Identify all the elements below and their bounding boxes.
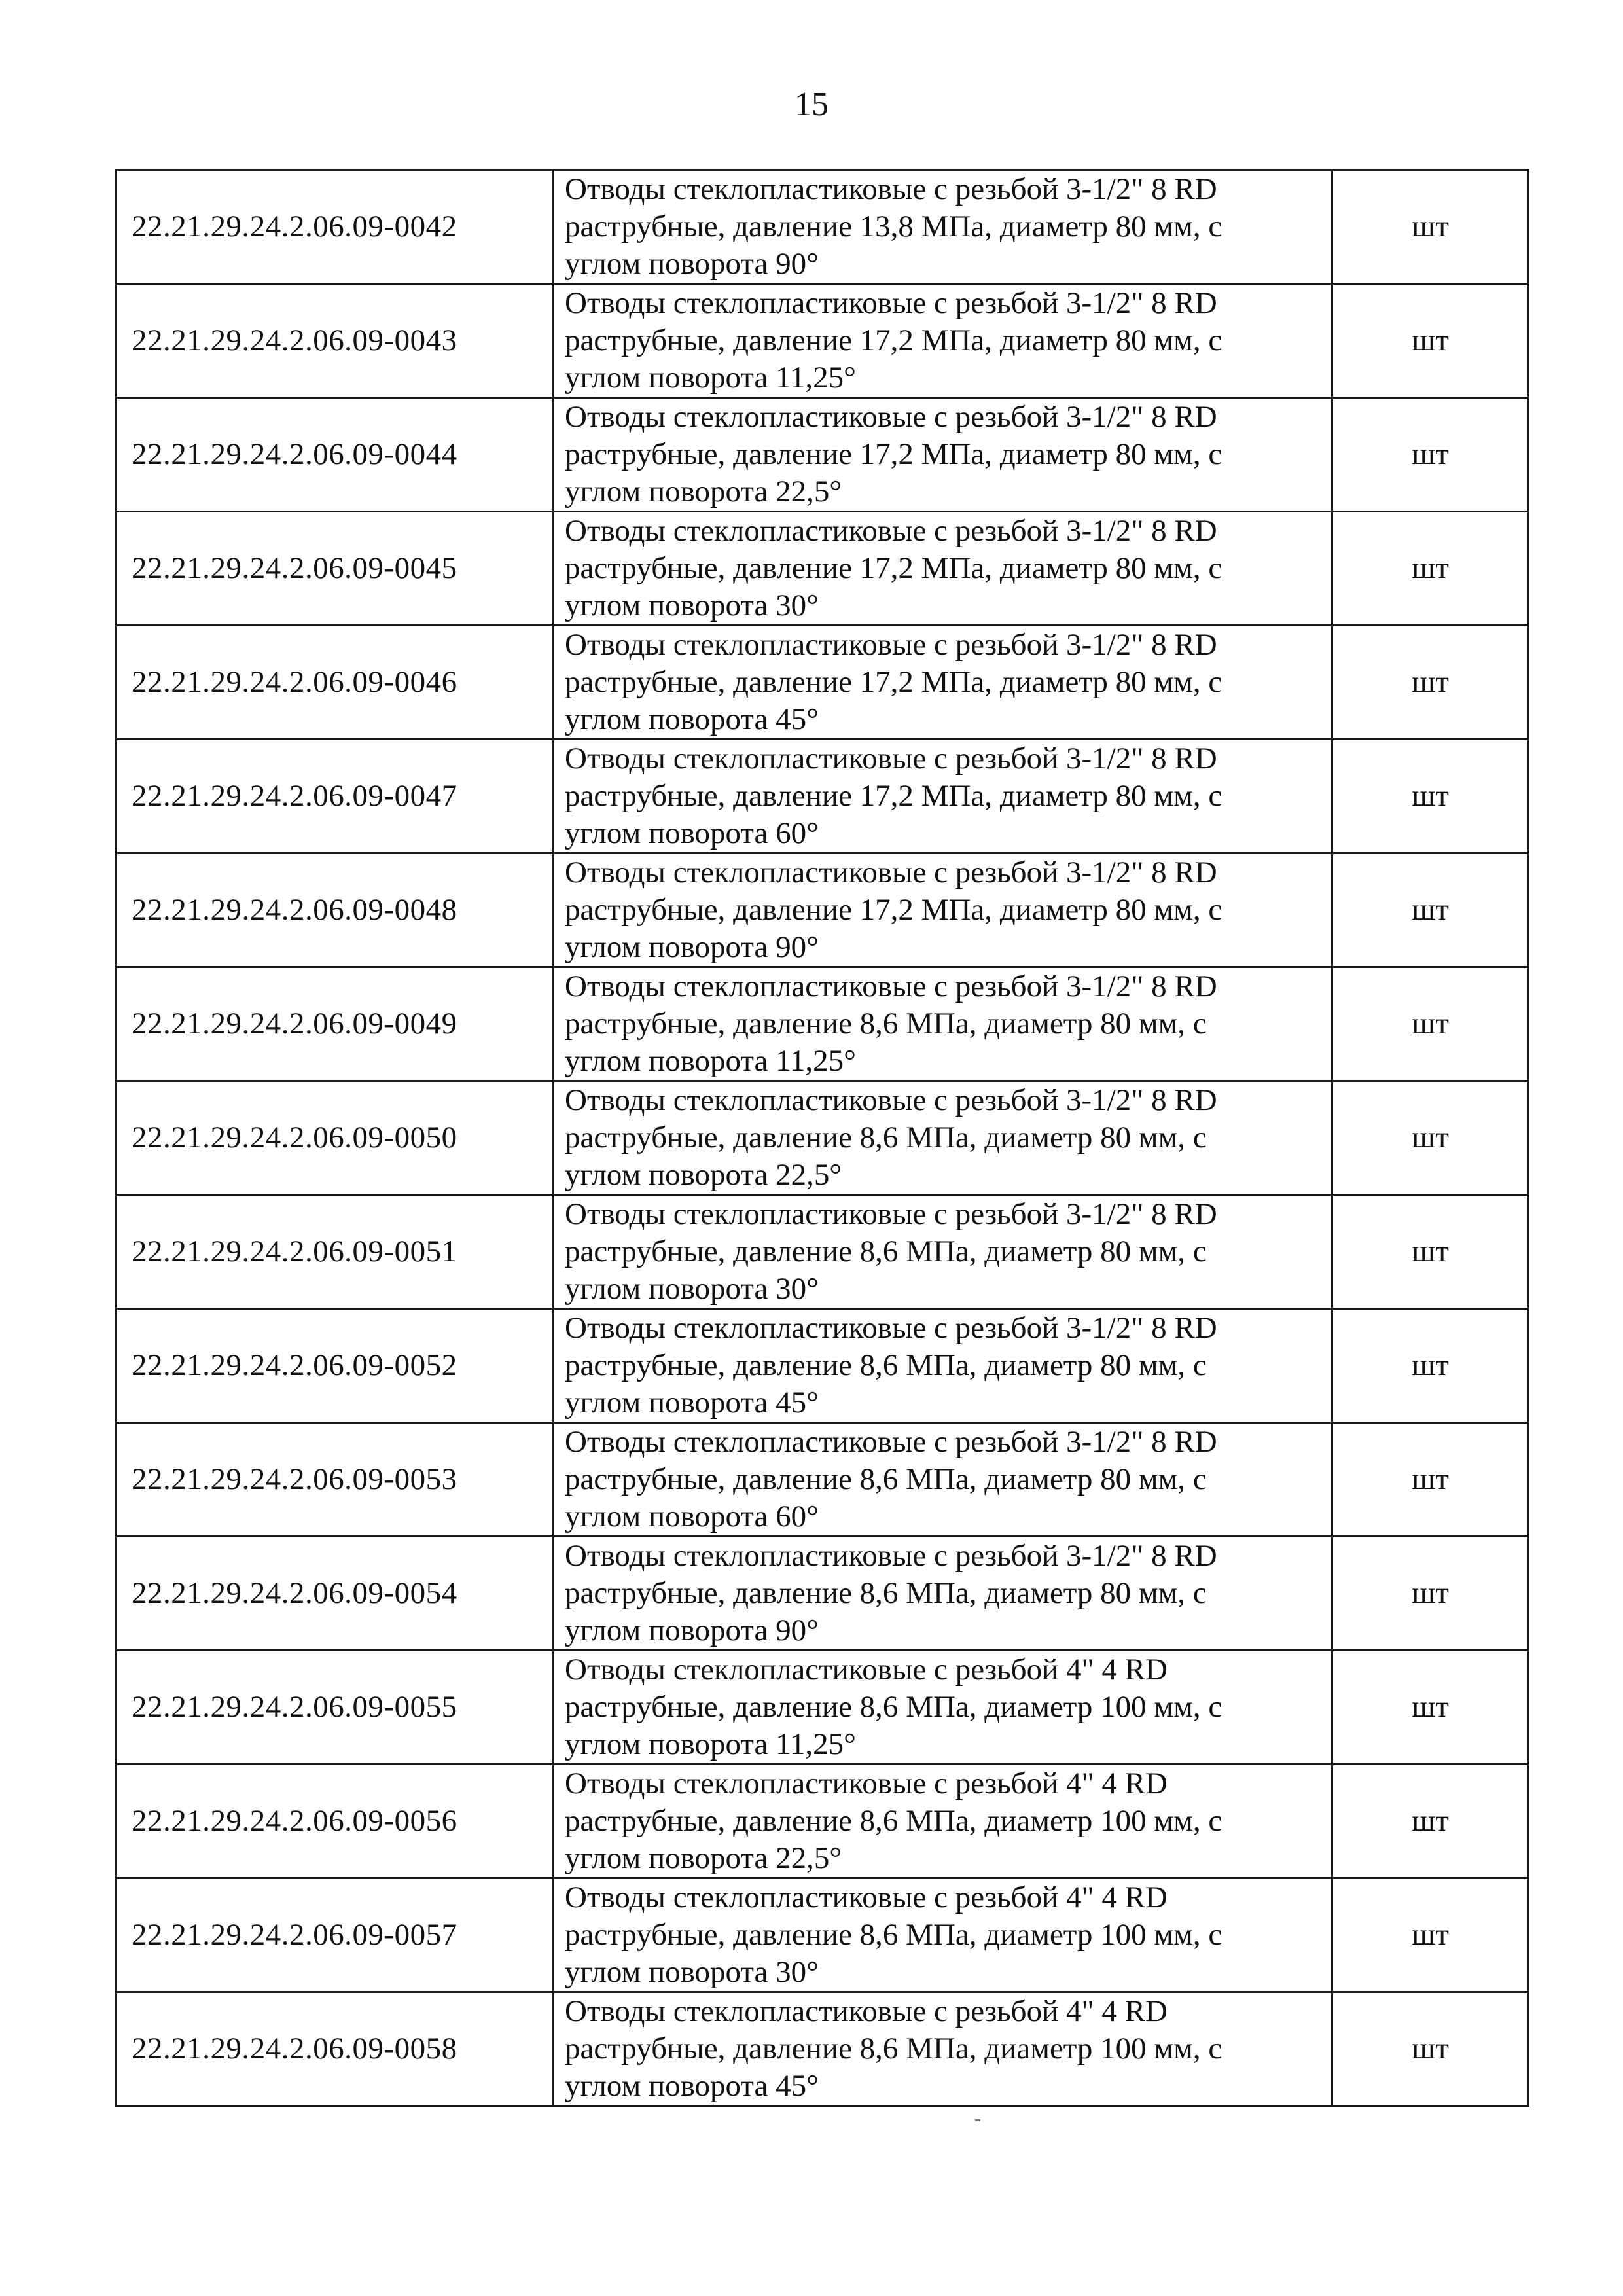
unit-of-measure: шт bbox=[1332, 1423, 1529, 1537]
unit-of-measure: шт bbox=[1332, 1765, 1529, 1878]
description-line: углом поворота 45° bbox=[565, 1386, 819, 1420]
resource-description bbox=[554, 1878, 1332, 1992]
resource-description bbox=[554, 853, 1332, 967]
unit-of-measure: шт bbox=[1332, 967, 1529, 1081]
description-line: раструбные, давление 8,6 МПа, диаметр 100 мм, с bbox=[565, 1690, 1222, 1724]
resource-code: 22.21.29.24.2.06.09-0048 bbox=[116, 853, 554, 967]
description-line: раструбные, давление 17,2 МПа, диаметр 80 мм, с bbox=[565, 665, 1222, 699]
description-line: углом поворота 22,5° bbox=[565, 475, 842, 509]
description-line: Отводы стеклопластиковые с резьбой 3-1/2" 8 RD bbox=[565, 855, 1217, 889]
description-line: углом поворота 90° bbox=[565, 247, 819, 281]
description-line: раструбные, давление 8,6 МПа, диаметр 100 мм, с bbox=[565, 1918, 1222, 1952]
resource-code: 22.21.29.24.2.06.09-0049 bbox=[116, 967, 554, 1081]
description-line: Отводы стеклопластиковые с резьбой 3-1/2" 8 RD bbox=[565, 969, 1217, 1003]
resource-description bbox=[554, 1765, 1332, 1878]
description-line: Отводы стеклопластиковые с резьбой 4" 4 RD bbox=[565, 1767, 1168, 1801]
description-line: раструбные, давление 17,2 МПа, диаметр 80 мм, с bbox=[565, 551, 1222, 585]
description-line: углом поворота 30° bbox=[565, 588, 819, 622]
description-line: раструбные, давление 8,6 МПа, диаметр 80 мм, с bbox=[565, 1348, 1207, 1382]
description-line: углом поворота 22,5° bbox=[565, 1841, 842, 1875]
description-line: раструбные, давление 8,6 МПа, диаметр 80 мм, с bbox=[565, 1576, 1207, 1610]
table-row bbox=[116, 398, 1529, 512]
resource-code: 22.21.29.24.2.06.09-0047 bbox=[116, 740, 554, 853]
description-line: углом поворота 45° bbox=[565, 702, 819, 736]
description-line: Отводы стеклопластиковые с резьбой 3-1/2" 8 RD bbox=[565, 514, 1217, 548]
resource-description bbox=[554, 1537, 1332, 1651]
unit-of-measure: шт bbox=[1332, 626, 1529, 740]
unit-of-measure: шт bbox=[1332, 1878, 1529, 1992]
description-line: Отводы стеклопластиковые с резьбой 4" 4 RD bbox=[565, 1994, 1168, 2028]
unit-of-measure: шт bbox=[1332, 398, 1529, 512]
resource-description bbox=[554, 1195, 1332, 1309]
description-line: Отводы стеклопластиковые с резьбой 3-1/2" 8 RD bbox=[565, 1083, 1217, 1117]
resource-description bbox=[554, 1651, 1332, 1765]
description-line: раструбные, давление 8,6 МПа, диаметр 100 мм, с bbox=[565, 1804, 1222, 1838]
table-row bbox=[116, 626, 1529, 740]
table-row bbox=[116, 967, 1529, 1081]
description-line: раструбные, давление 13,8 МПа, диаметр 80 мм, с bbox=[565, 209, 1222, 243]
resource-description bbox=[554, 626, 1332, 740]
resource-code: 22.21.29.24.2.06.09-0042 bbox=[116, 170, 554, 284]
description-line: углом поворота 11,25° bbox=[565, 1044, 856, 1078]
description-line: Отводы стеклопластиковые с резьбой 3-1/2" 8 RD bbox=[565, 1311, 1217, 1345]
table-row bbox=[116, 284, 1529, 398]
description-line: углом поворота 45° bbox=[565, 2069, 819, 2103]
table-body bbox=[116, 170, 1529, 2106]
resource-description bbox=[554, 967, 1332, 1081]
description-line: углом поворота 60° bbox=[565, 1499, 819, 1534]
description-line: углом поворота 11,25° bbox=[565, 361, 856, 395]
unit-of-measure: шт bbox=[1332, 1195, 1529, 1309]
unit-of-measure: шт bbox=[1332, 1537, 1529, 1651]
description-line: Отводы стеклопластиковые с резьбой 3-1/2" 8 RD bbox=[565, 172, 1217, 206]
description-line: раструбные, давление 8,6 МПа, диаметр 80 мм, с bbox=[565, 1007, 1207, 1041]
description-line: Отводы стеклопластиковые с резьбой 3-1/2" 8 RD bbox=[565, 1425, 1217, 1459]
description-line: углом поворота 22,5° bbox=[565, 1158, 842, 1192]
description-line: Отводы стеклопластиковые с резьбой 4" 4 RD bbox=[565, 1653, 1168, 1687]
table-row bbox=[116, 170, 1529, 284]
description-line: Отводы стеклопластиковые с резьбой 3-1/2" 8 RD bbox=[565, 628, 1217, 662]
unit-of-measure: шт bbox=[1332, 853, 1529, 967]
description-line: раструбные, давление 8,6 МПа, диаметр 80 мм, с bbox=[565, 1121, 1207, 1155]
description-line: углом поворота 30° bbox=[565, 1955, 819, 1989]
resource-code: 22.21.29.24.2.06.09-0057 bbox=[116, 1878, 554, 1992]
resource-code: 22.21.29.24.2.06.09-0055 bbox=[116, 1651, 554, 1765]
unit-of-measure: шт bbox=[1332, 1992, 1529, 2106]
resource-code: 22.21.29.24.2.06.09-0043 bbox=[116, 284, 554, 398]
resource-code: 22.21.29.24.2.06.09-0050 bbox=[116, 1081, 554, 1195]
resource-description bbox=[554, 1081, 1332, 1195]
resource-code: 22.21.29.24.2.06.09-0051 bbox=[116, 1195, 554, 1309]
resource-description bbox=[554, 512, 1332, 626]
unit-of-measure: шт bbox=[1332, 1309, 1529, 1423]
resource-description bbox=[554, 740, 1332, 853]
table-row bbox=[116, 853, 1529, 967]
description-line: Отводы стеклопластиковые с резьбой 3-1/2" 8 RD bbox=[565, 1197, 1217, 1231]
description-line: Отводы стеклопластиковые с резьбой 3-1/2" 8 RD bbox=[565, 286, 1217, 320]
table-row bbox=[116, 1651, 1529, 1765]
resource-table bbox=[115, 169, 1529, 2107]
description-line: Отводы стеклопластиковые с резьбой 4" 4 RD bbox=[565, 1880, 1168, 1914]
resource-description bbox=[554, 1423, 1332, 1537]
description-line: углом поворота 60° bbox=[565, 816, 819, 850]
resource-code: 22.21.29.24.2.06.09-0053 bbox=[116, 1423, 554, 1537]
table-row bbox=[116, 1765, 1529, 1878]
description-line: раструбные, давление 17,2 МПа, диаметр 80 мм, с bbox=[565, 437, 1222, 471]
resource-code: 22.21.29.24.2.06.09-0058 bbox=[116, 1992, 554, 2106]
table-row bbox=[116, 1195, 1529, 1309]
table-row bbox=[116, 512, 1529, 626]
resource-code: 22.21.29.24.2.06.09-0046 bbox=[116, 626, 554, 740]
description-line: раструбные, давление 8,6 МПа, диаметр 80 мм, с bbox=[565, 1462, 1207, 1496]
resource-description bbox=[554, 398, 1332, 512]
table-row bbox=[116, 1309, 1529, 1423]
resource-code: 22.21.29.24.2.06.09-0056 bbox=[116, 1765, 554, 1878]
table-row bbox=[116, 1423, 1529, 1537]
description-line: раструбные, давление 17,2 МПа, диаметр 80 мм, с bbox=[565, 893, 1222, 927]
resource-code: 22.21.29.24.2.06.09-0054 bbox=[116, 1537, 554, 1651]
scan-speck bbox=[975, 2119, 980, 2121]
unit-of-measure: шт bbox=[1332, 1081, 1529, 1195]
description-line: углом поворота 30° bbox=[565, 1272, 819, 1306]
resource-code: 22.21.29.24.2.06.09-0045 bbox=[116, 512, 554, 626]
table-row bbox=[116, 1878, 1529, 1992]
unit-of-measure: шт bbox=[1332, 512, 1529, 626]
description-line: Отводы стеклопластиковые с резьбой 3-1/2" 8 RD bbox=[565, 742, 1217, 776]
resource-description bbox=[554, 1309, 1332, 1423]
description-line: Отводы стеклопластиковые с резьбой 3-1/2" 8 RD bbox=[565, 1539, 1217, 1573]
table-row bbox=[116, 740, 1529, 853]
description-line: углом поворота 90° bbox=[565, 930, 819, 964]
description-line: раструбные, давление 17,2 МПа, диаметр 80 мм, с bbox=[565, 779, 1222, 813]
table-row bbox=[116, 1992, 1529, 2106]
resource-code: 22.21.29.24.2.06.09-0052 bbox=[116, 1309, 554, 1423]
unit-of-measure: шт bbox=[1332, 1651, 1529, 1765]
unit-of-measure: шт bbox=[1332, 284, 1529, 398]
table-row bbox=[116, 1081, 1529, 1195]
description-line: Отводы стеклопластиковые с резьбой 3-1/2" 8 RD bbox=[565, 400, 1217, 434]
page-number: 15 bbox=[794, 86, 829, 123]
description-line: углом поворота 11,25° bbox=[565, 1727, 856, 1761]
resource-description bbox=[554, 284, 1332, 398]
table-row bbox=[116, 1537, 1529, 1651]
description-line: раструбные, давление 8,6 МПа, диаметр 100 мм, с bbox=[565, 2032, 1222, 2066]
unit-of-measure: шт bbox=[1332, 170, 1529, 284]
description-line: углом поворота 90° bbox=[565, 1613, 819, 1647]
resource-code: 22.21.29.24.2.06.09-0044 bbox=[116, 398, 554, 512]
unit-of-measure: шт bbox=[1332, 740, 1529, 853]
resource-description bbox=[554, 170, 1332, 284]
description-line: раструбные, давление 8,6 МПа, диаметр 80 мм, с bbox=[565, 1234, 1207, 1268]
description-line: раструбные, давление 17,2 МПа, диаметр 80 мм, с bbox=[565, 323, 1222, 357]
resource-description bbox=[554, 1992, 1332, 2106]
